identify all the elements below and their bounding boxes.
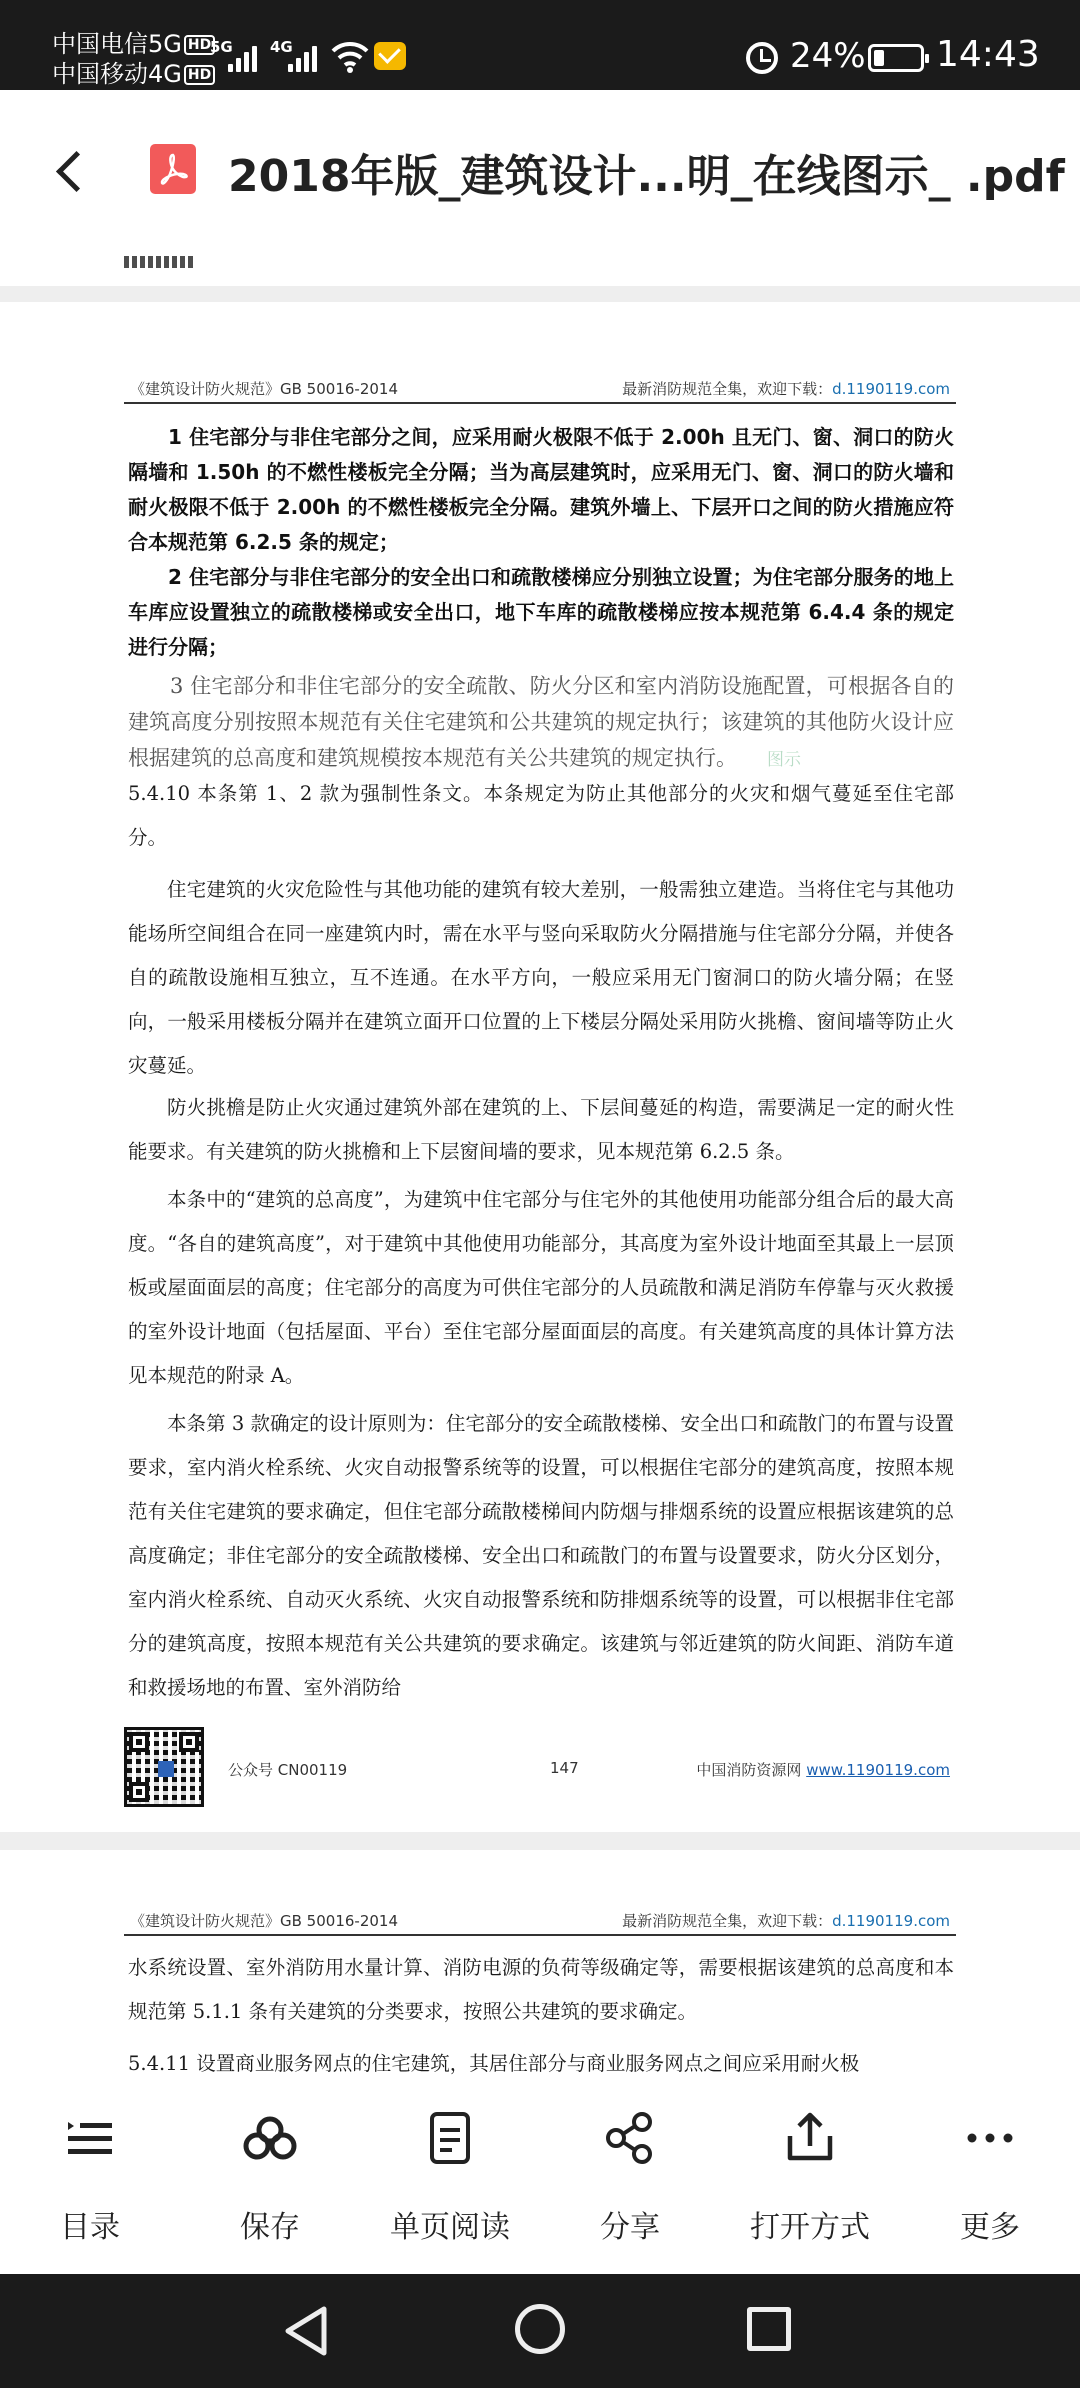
footer-account: 公众号 CN00119 (228, 1761, 348, 1779)
carrier-2: 中国移动4G HD (52, 60, 215, 88)
page-footer (124, 1727, 956, 1807)
clause-3: 3 住宅部分和非住宅部分的安全疏散、防火分区和室内消防设施配置，可根据各自的建筑高度分别按照本规范有关住宅建筑和公共建筑的规定执行；该建筑的其他防火设计应根据建筑的总高度和建筑规模按本规范有关公共建筑的规定执行。 图示 (128, 674, 954, 770)
bottom-toolbar (0, 2078, 1080, 2274)
open-with-label: 打开方式 (750, 2210, 870, 2245)
more-button[interactable] (900, 2078, 1080, 2274)
cut-off-text (124, 256, 194, 268)
running-header-download: 最新消防规范全集，欢迎下载：d.1190119.com (622, 380, 950, 398)
clause-1: 1 住宅部分与非住宅部分之间，应采用耐火极限不低于 2.00h 且无门、窗、洞口的防火隔墙和 1.50h 的不燃性楼板完全分隔；当为高层建筑时，应采用无门、窗、洞口的防火墙和耐火极限不低于 2.00h 的不燃性楼板完全分隔。建筑外墙上、下层开口之间的防火措施应符合本规范第 6.2.5 条的规定； (128, 425, 954, 554)
nav-recents-icon[interactable] (747, 2307, 791, 2351)
alarm-icon (746, 42, 778, 74)
running-header (124, 374, 956, 404)
signal-icon-1 (228, 40, 262, 72)
pdf-page-148 (0, 1850, 1080, 2078)
commentary-paragraph-1: 住宅建筑的火灾危险性与其他功能的建筑有较大差别，一般需独立建造。当将住宅与其他功能场所空间组合在同一座建筑内时，需在水平与竖向采取防火分隔措施与住宅部分分隔，并使各自的疏散设施相互独立，互不连通。在水平方向，一般应采用无门窗洞口的防火墙分隔；在竖向，一般采用楼板分隔并在建筑立面开口位置的上下楼层分隔处采用防火挑檐、窗间墙等防止火灾蔓延。 (128, 878, 954, 1077)
qr-code (124, 1727, 204, 1807)
share-icon (600, 2108, 660, 2168)
battery-percent: 24% (790, 36, 866, 76)
system-nav-bar (0, 2274, 1080, 2388)
app-header (0, 90, 1080, 250)
commentary-paragraph-2: 防火挑檐是防止火灾通过建筑外部在建筑的上、下层间蔓延的构造，需要满足一定的耐火性能要求。有关建筑的防火挑檐和上下层窗间墙的要求，见本规范第 6.2.5 条。 (128, 1096, 954, 1163)
nav-home-icon[interactable] (515, 2304, 565, 2354)
commentary-paragraph-3: 本条中的“建筑的总高度”，为建筑中住宅部分与住宅外的其他使用功能部分组合后的最大高度。“各自的建筑高度”，对于建筑中其他使用功能部分，其高度为室外设计地面至其最上一层顶板或屋面面层的高度；住宅部分的高度为可供住宅部分的人员疏散和满足消防车停靠与灭火救援的室外设计地面（包括屋面、平台）至住宅部分屋面面层的高度。有关建筑高度的具体计算方法见本规范的附录 A。 (128, 1188, 954, 1387)
single-page-label: 单页阅读 (390, 2210, 510, 2245)
pdf-page-147 (0, 302, 1080, 1832)
document-title: 2018年版_建筑设计...明_在线图示_ .pdf (228, 151, 1065, 202)
more-icon (960, 2108, 1020, 2168)
single-page-icon (420, 2108, 480, 2168)
back-button[interactable] (40, 135, 100, 205)
single-page-button[interactable] (360, 2078, 540, 2274)
footer-site-link[interactable]: www.1190119.com (806, 1761, 950, 1779)
running-header-download: 最新消防规范全集，欢迎下载：d.1190119.com (622, 1912, 950, 1930)
toc-button[interactable] (0, 2078, 180, 2274)
clause-2: 2 住宅部分与非住宅部分的安全出口和疏散楼梯应分别独立设置；为住宅部分服务的地上车库应设置独立的疏散楼梯或安全出口，地下车库的疏散楼梯应按本规范第 6.4.4 条的规定进行分隔； (128, 565, 954, 659)
clause-5-4-11: 5.4.11 设置商业服务网点的住宅建筑，其居住部分与商业服务网点之间应采用耐火极 (128, 2052, 860, 2075)
more-label: 更多 (960, 2210, 1020, 2245)
running-header-title: 《建筑设计防火规范》GB 50016-2014 (130, 380, 398, 398)
save-label: 保存 (240, 2210, 300, 2245)
download-link[interactable]: d.1190119.com (832, 380, 950, 398)
footer-site: 中国消防资源网 www.1190119.com (696, 1761, 950, 1779)
commentary-5-4-10: 5.4.10 本条第 1、2 款为强制性条文。本条规定为防止其他部分的火灾和烟气蔓延至住宅部分。 (128, 782, 954, 849)
nav-back-icon[interactable] (282, 2304, 332, 2358)
wifi-icon (330, 38, 370, 74)
battery-icon (868, 44, 924, 72)
running-header (124, 1906, 956, 1936)
network-type-2: 4G (270, 38, 293, 56)
download-link[interactable]: d.1190119.com (832, 1912, 950, 1930)
network-type-1: 5G (210, 38, 233, 56)
document-viewer[interactable] (0, 250, 1080, 2078)
running-header-title: 《建筑设计防火规范》GB 50016-2014 (130, 1912, 398, 1930)
share-button[interactable] (540, 2078, 720, 2274)
status-bar (0, 0, 1080, 90)
list-icon (60, 2108, 120, 2168)
open-with-icon (780, 2108, 840, 2168)
cloud-save-icon (240, 2108, 300, 2168)
clock: 14:43 (936, 34, 1040, 75)
toc-label: 目录 (60, 2210, 120, 2245)
notification-mail-icon (374, 42, 406, 70)
save-button[interactable] (180, 2078, 360, 2274)
watermark-stamp: 图示 (767, 750, 801, 770)
commentary-paragraph-4: 本条第 3 款确定的设计原则为：住宅部分的安全疏散楼梯、安全出口和疏散门的布置与设置要求，室内消火栓系统、火灾自动报警系统等的设置，可以根据住宅部分的建筑高度，按照本规范有关住宅建筑的要求确定，但住宅部分疏散楼梯间内防烟与排烟系统的设置应根据该建筑的总高度确定；非住宅部分的安全疏散楼梯、安全出口和疏散门的布置与设置要求，防火分区划分，室内消火栓系统、自动灭火系统、火灾自动报警系统和防排烟系统等的设置，可以根据非住宅部分的建筑高度，按照本规范有关公共建筑的要求确定。该建筑与邻近建筑的防火间距、消防车道和救援场地的布置、室外消防给 (128, 1412, 954, 1699)
commentary-continuation: 水系统设置、室外消防用水量计算、消防电源的负荷等级确定等，需要根据该建筑的总高度和本规范第 5.1.1 条有关建筑的分类要求，按照公共建筑的要求确定。 (128, 1956, 954, 2023)
page-number: 147 (550, 1759, 579, 1777)
pdf-file-icon (150, 144, 196, 194)
previous-page-fragment (0, 250, 1080, 286)
share-label: 分享 (600, 2210, 660, 2245)
signal-icon-2 (288, 40, 322, 72)
open-with-button[interactable] (720, 2078, 900, 2274)
carrier-1: 中国电信5G HD (52, 30, 215, 58)
